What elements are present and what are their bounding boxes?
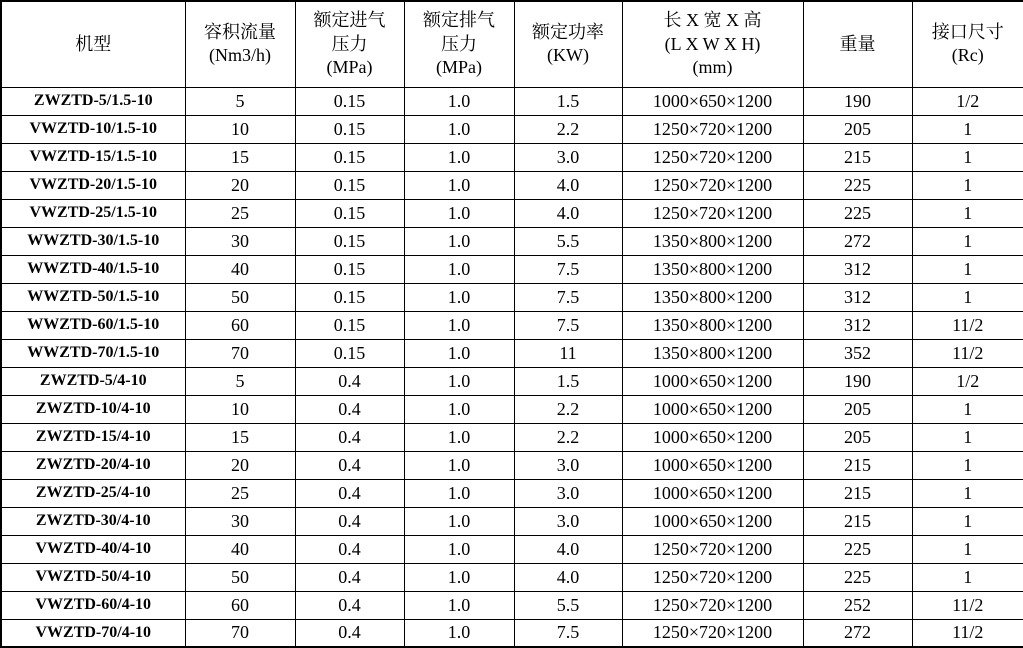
cell-port_size: 11/2 bbox=[912, 339, 1023, 367]
table-row bbox=[1, 619, 1023, 647]
cell-port_size: 1 bbox=[912, 171, 1023, 199]
cell-inlet_pressure: 0.15 bbox=[295, 339, 404, 367]
cell-weight: 272 bbox=[803, 227, 912, 255]
cell-inlet_pressure: 0.15 bbox=[295, 87, 404, 115]
cell-port_size: 11/2 bbox=[912, 311, 1023, 339]
column-header-flow bbox=[185, 1, 295, 87]
cell-dimensions: 1250×720×1200 bbox=[622, 619, 803, 647]
cell-weight: 215 bbox=[803, 143, 912, 171]
cell-port_size: 1 bbox=[912, 227, 1023, 255]
cell-inlet_pressure: 0.4 bbox=[295, 451, 404, 479]
cell-outlet_pressure: 1.0 bbox=[404, 255, 514, 283]
table-row bbox=[1, 115, 1023, 143]
cell-outlet_pressure: 1.0 bbox=[404, 619, 514, 647]
cell-power: 5.5 bbox=[514, 591, 622, 619]
cell-power: 5.5 bbox=[514, 227, 622, 255]
cell-outlet_pressure: 1.0 bbox=[404, 563, 514, 591]
cell-power: 3.0 bbox=[514, 143, 622, 171]
cell-model: WWZTD-60/1.5-10 bbox=[1, 311, 185, 339]
cell-model: VWZTD-50/4-10 bbox=[1, 563, 185, 591]
header-line: (Rc) bbox=[951, 45, 984, 66]
cell-port_size: 1 bbox=[912, 451, 1023, 479]
cell-outlet_pressure: 1.0 bbox=[404, 423, 514, 451]
table-row bbox=[1, 227, 1023, 255]
cell-flow: 40 bbox=[185, 255, 295, 283]
cell-dimensions: 1000×650×1200 bbox=[622, 507, 803, 535]
cell-dimensions: 1250×720×1200 bbox=[622, 199, 803, 227]
cell-inlet_pressure: 0.4 bbox=[295, 507, 404, 535]
cell-flow: 5 bbox=[185, 367, 295, 395]
cell-flow: 60 bbox=[185, 311, 295, 339]
table-row bbox=[1, 87, 1023, 115]
cell-inlet_pressure: 0.15 bbox=[295, 255, 404, 283]
cell-port_size: 1 bbox=[912, 563, 1023, 591]
cell-power: 7.5 bbox=[514, 311, 622, 339]
cell-inlet_pressure: 0.15 bbox=[295, 199, 404, 227]
table-row bbox=[1, 311, 1023, 339]
header-line: 压力 bbox=[331, 33, 368, 54]
table-row bbox=[1, 171, 1023, 199]
cell-model: VWZTD-25/1.5-10 bbox=[1, 199, 185, 227]
cell-model: VWZTD-10/1.5-10 bbox=[1, 115, 185, 143]
cell-power: 7.5 bbox=[514, 619, 622, 647]
cell-outlet_pressure: 1.0 bbox=[404, 451, 514, 479]
cell-inlet_pressure: 0.4 bbox=[295, 479, 404, 507]
cell-outlet_pressure: 1.0 bbox=[404, 199, 514, 227]
column-header-weight bbox=[803, 1, 912, 87]
cell-outlet_pressure: 1.0 bbox=[404, 143, 514, 171]
cell-dimensions: 1000×650×1200 bbox=[622, 395, 803, 423]
cell-flow: 20 bbox=[185, 451, 295, 479]
cell-port_size: 11/2 bbox=[912, 619, 1023, 647]
cell-power: 1.5 bbox=[514, 87, 622, 115]
header-line: (L X W X H) bbox=[664, 33, 761, 54]
cell-outlet_pressure: 1.0 bbox=[404, 367, 514, 395]
header-line: 容积流量 bbox=[204, 21, 276, 42]
cell-flow: 25 bbox=[185, 199, 295, 227]
cell-power: 2.2 bbox=[514, 115, 622, 143]
cell-weight: 225 bbox=[803, 171, 912, 199]
cell-dimensions: 1000×650×1200 bbox=[622, 423, 803, 451]
cell-power: 7.5 bbox=[514, 283, 622, 311]
table-body bbox=[1, 87, 1023, 647]
header-line: (KW) bbox=[547, 45, 589, 66]
table-row bbox=[1, 423, 1023, 451]
cell-power: 3.0 bbox=[514, 507, 622, 535]
header-line: 压力 bbox=[441, 33, 477, 54]
header-line: (Nm3/h) bbox=[209, 45, 271, 66]
cell-inlet_pressure: 0.15 bbox=[295, 143, 404, 171]
cell-outlet_pressure: 1.0 bbox=[404, 339, 514, 367]
cell-port_size: 1/2 bbox=[912, 367, 1023, 395]
cell-outlet_pressure: 1.0 bbox=[404, 227, 514, 255]
cell-outlet_pressure: 1.0 bbox=[404, 479, 514, 507]
cell-flow: 15 bbox=[185, 423, 295, 451]
cell-weight: 252 bbox=[803, 591, 912, 619]
cell-flow: 70 bbox=[185, 339, 295, 367]
header-line: (MPa) bbox=[326, 56, 373, 77]
table-row bbox=[1, 563, 1023, 591]
cell-inlet_pressure: 0.4 bbox=[295, 535, 404, 563]
cell-model: VWZTD-60/4-10 bbox=[1, 591, 185, 619]
cell-outlet_pressure: 1.0 bbox=[404, 591, 514, 619]
cell-port_size: 1 bbox=[912, 395, 1023, 423]
cell-flow: 25 bbox=[185, 479, 295, 507]
cell-dimensions: 1250×720×1200 bbox=[622, 115, 803, 143]
cell-weight: 225 bbox=[803, 535, 912, 563]
header-line: 额定功率 bbox=[532, 21, 604, 42]
cell-port_size: 1 bbox=[912, 423, 1023, 451]
cell-weight: 190 bbox=[803, 87, 912, 115]
column-header-power bbox=[514, 1, 622, 87]
header-line: 长 X 宽 X 高 bbox=[663, 10, 762, 31]
cell-outlet_pressure: 1.0 bbox=[404, 171, 514, 199]
cell-flow: 10 bbox=[185, 115, 295, 143]
cell-power: 4.0 bbox=[514, 535, 622, 563]
cell-inlet_pressure: 0.15 bbox=[295, 283, 404, 311]
cell-dimensions: 1250×720×1200 bbox=[622, 535, 803, 563]
cell-flow: 10 bbox=[185, 395, 295, 423]
cell-model: WWZTD-30/1.5-10 bbox=[1, 227, 185, 255]
cell-port_size: 1 bbox=[912, 507, 1023, 535]
cell-weight: 272 bbox=[803, 619, 912, 647]
cell-outlet_pressure: 1.0 bbox=[404, 507, 514, 535]
cell-power: 4.0 bbox=[514, 199, 622, 227]
cell-outlet_pressure: 1.0 bbox=[404, 283, 514, 311]
cell-flow: 30 bbox=[185, 507, 295, 535]
cell-flow: 15 bbox=[185, 143, 295, 171]
cell-outlet_pressure: 1.0 bbox=[404, 87, 514, 115]
cell-weight: 205 bbox=[803, 423, 912, 451]
cell-power: 11 bbox=[514, 339, 622, 367]
cell-model: VWZTD-70/4-10 bbox=[1, 619, 185, 647]
cell-outlet_pressure: 1.0 bbox=[404, 395, 514, 423]
cell-inlet_pressure: 0.4 bbox=[295, 591, 404, 619]
cell-power: 7.5 bbox=[514, 255, 622, 283]
cell-inlet_pressure: 0.4 bbox=[295, 367, 404, 395]
column-header-outlet_pressure bbox=[404, 1, 514, 87]
column-header-port_size bbox=[912, 1, 1023, 87]
cell-power: 3.0 bbox=[514, 479, 622, 507]
cell-model: WWZTD-40/1.5-10 bbox=[1, 255, 185, 283]
cell-model: ZWZTD-25/4-10 bbox=[1, 479, 185, 507]
table-row bbox=[1, 591, 1023, 619]
cell-dimensions: 1000×650×1200 bbox=[622, 367, 803, 395]
cell-dimensions: 1000×650×1200 bbox=[622, 87, 803, 115]
cell-weight: 215 bbox=[803, 479, 912, 507]
table-row bbox=[1, 535, 1023, 563]
cell-model: VWZTD-40/4-10 bbox=[1, 535, 185, 563]
cell-model: VWZTD-15/1.5-10 bbox=[1, 143, 185, 171]
cell-dimensions: 1250×720×1200 bbox=[622, 143, 803, 171]
cell-model: ZWZTD-5/1.5-10 bbox=[1, 87, 185, 115]
cell-weight: 190 bbox=[803, 367, 912, 395]
cell-model: WWZTD-70/1.5-10 bbox=[1, 339, 185, 367]
cell-power: 2.2 bbox=[514, 423, 622, 451]
cell-dimensions: 1000×650×1200 bbox=[622, 451, 803, 479]
cell-dimensions: 1350×800×1200 bbox=[622, 227, 803, 255]
cell-port_size: 1 bbox=[912, 199, 1023, 227]
table-row bbox=[1, 143, 1023, 171]
cell-weight: 215 bbox=[803, 451, 912, 479]
table-row bbox=[1, 507, 1023, 535]
cell-port_size: 1 bbox=[912, 255, 1023, 283]
table-row bbox=[1, 479, 1023, 507]
table-row bbox=[1, 199, 1023, 227]
cell-port_size: 1 bbox=[912, 115, 1023, 143]
header-line: 额定进气 bbox=[313, 10, 386, 31]
cell-inlet_pressure: 0.15 bbox=[295, 227, 404, 255]
cell-outlet_pressure: 1.0 bbox=[404, 115, 514, 143]
table-row bbox=[1, 255, 1023, 283]
cell-dimensions: 1350×800×1200 bbox=[622, 283, 803, 311]
header-row bbox=[1, 1, 1023, 87]
table-row bbox=[1, 283, 1023, 311]
cell-inlet_pressure: 0.15 bbox=[295, 115, 404, 143]
cell-flow: 50 bbox=[185, 563, 295, 591]
cell-model: ZWZTD-5/4-10 bbox=[1, 367, 185, 395]
cell-weight: 352 bbox=[803, 339, 912, 367]
column-header-model bbox=[1, 1, 185, 87]
cell-inlet_pressure: 0.4 bbox=[295, 619, 404, 647]
cell-weight: 215 bbox=[803, 507, 912, 535]
table-row bbox=[1, 451, 1023, 479]
header-line: 额定排气 bbox=[423, 10, 495, 31]
cell-dimensions: 1000×650×1200 bbox=[622, 479, 803, 507]
cell-model: ZWZTD-30/4-10 bbox=[1, 507, 185, 535]
table-row bbox=[1, 367, 1023, 395]
cell-dimensions: 1250×720×1200 bbox=[622, 591, 803, 619]
cell-port_size: 1 bbox=[912, 143, 1023, 171]
cell-power: 2.2 bbox=[514, 395, 622, 423]
cell-inlet_pressure: 0.15 bbox=[295, 311, 404, 339]
cell-port_size: 1 bbox=[912, 535, 1023, 563]
cell-dimensions: 1250×720×1200 bbox=[622, 563, 803, 591]
cell-power: 4.0 bbox=[514, 171, 622, 199]
cell-weight: 205 bbox=[803, 395, 912, 423]
header-line: (mm) bbox=[692, 56, 733, 77]
cell-model: ZWZTD-10/4-10 bbox=[1, 395, 185, 423]
cell-port_size: 11/2 bbox=[912, 591, 1023, 619]
table-row bbox=[1, 395, 1023, 423]
header-line: (MPa) bbox=[436, 56, 482, 77]
cell-model: WWZTD-50/1.5-10 bbox=[1, 283, 185, 311]
cell-flow: 60 bbox=[185, 591, 295, 619]
table-header bbox=[1, 1, 1023, 87]
cell-inlet_pressure: 0.15 bbox=[295, 171, 404, 199]
cell-weight: 312 bbox=[803, 311, 912, 339]
column-header-dimensions bbox=[622, 1, 803, 87]
cell-port_size: 1 bbox=[912, 283, 1023, 311]
header-line: 机型 bbox=[75, 33, 112, 54]
cell-dimensions: 1350×800×1200 bbox=[622, 311, 803, 339]
cell-weight: 312 bbox=[803, 255, 912, 283]
column-header-inlet_pressure bbox=[295, 1, 404, 87]
cell-weight: 312 bbox=[803, 283, 912, 311]
cell-flow: 30 bbox=[185, 227, 295, 255]
cell-dimensions: 1250×720×1200 bbox=[622, 171, 803, 199]
cell-outlet_pressure: 1.0 bbox=[404, 535, 514, 563]
cell-outlet_pressure: 1.0 bbox=[404, 311, 514, 339]
cell-port_size: 1 bbox=[912, 479, 1023, 507]
cell-power: 4.0 bbox=[514, 563, 622, 591]
cell-model: ZWZTD-20/4-10 bbox=[1, 451, 185, 479]
cell-inlet_pressure: 0.4 bbox=[295, 395, 404, 423]
header-line: 接口尺寸 bbox=[931, 21, 1004, 42]
cell-model: VWZTD-20/1.5-10 bbox=[1, 171, 185, 199]
cell-dimensions: 1350×800×1200 bbox=[622, 255, 803, 283]
cell-port_size: 1/2 bbox=[912, 87, 1023, 115]
cell-flow: 50 bbox=[185, 283, 295, 311]
cell-weight: 225 bbox=[803, 563, 912, 591]
cell-power: 3.0 bbox=[514, 451, 622, 479]
header-line: 重量 bbox=[839, 33, 876, 54]
cell-inlet_pressure: 0.4 bbox=[295, 563, 404, 591]
table-row bbox=[1, 339, 1023, 367]
cell-flow: 70 bbox=[185, 619, 295, 647]
cell-inlet_pressure: 0.4 bbox=[295, 423, 404, 451]
cell-flow: 20 bbox=[185, 171, 295, 199]
cell-power: 1.5 bbox=[514, 367, 622, 395]
cell-model: ZWZTD-15/4-10 bbox=[1, 423, 185, 451]
cell-weight: 205 bbox=[803, 115, 912, 143]
cell-flow: 40 bbox=[185, 535, 295, 563]
cell-dimensions: 1350×800×1200 bbox=[622, 339, 803, 367]
cell-flow: 5 bbox=[185, 87, 295, 115]
cell-weight: 225 bbox=[803, 199, 912, 227]
